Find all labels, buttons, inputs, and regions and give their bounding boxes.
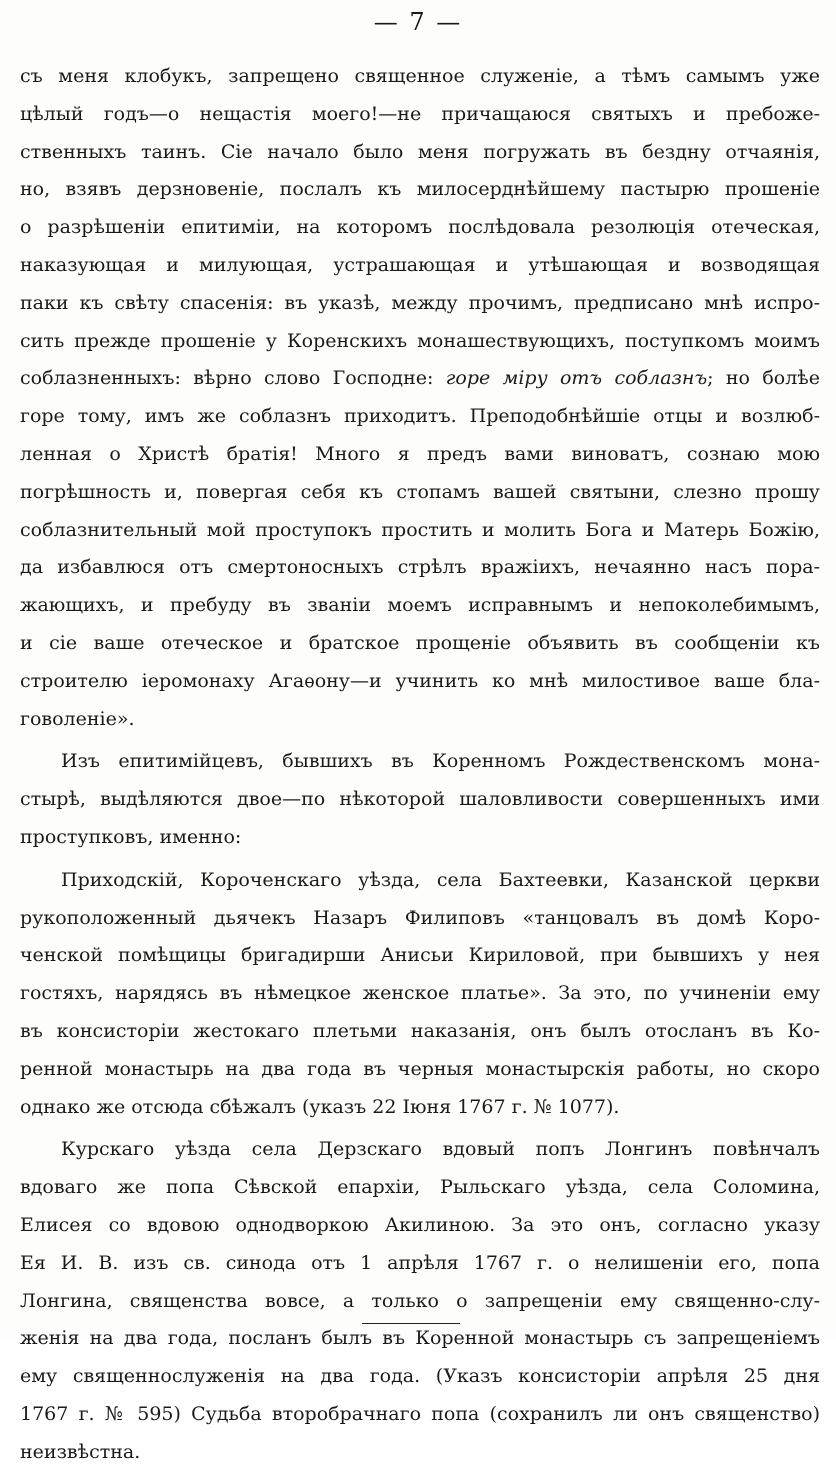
text-line: цѣлый годъ—о нещастія моего!—не причащаюся святыхъ и пребоже-	[20, 102, 820, 125]
line-segment: ; но болѣе	[707, 367, 820, 390]
text-line: наказующая и милующая, устрашающая и утѣшающая и возводящая	[20, 253, 820, 276]
italic-quote: горе міру отъ соблазнъ	[445, 367, 708, 390]
text-line: о разрѣшеніи епитиміи, на которомъ послѣдовала резолюція отеческая,	[20, 216, 820, 239]
text-line: соблазнительный мой проступокъ простить и молить Бога и Матерь Божію,	[20, 518, 820, 541]
text-line: стырѣ, выдѣляются двое—по нѣкоторой шаловливости совершенныхъ ими	[20, 788, 820, 811]
text-line: но, взявъ дерзновеніе, послалъ къ милосерднѣйшему пастырю прошеніе	[20, 178, 820, 201]
text-line: Приходскій, Короченскаго уѣзда, села Бахтеевки, Казанской церкви	[61, 868, 820, 891]
text-line: жающихъ, и пребуду въ званіи моемъ исправнымъ и непоколебимымъ,	[20, 594, 820, 617]
text-line: горе тому, имъ же соблазнъ приходитъ. Преподобнѣйшіе отцы и возлюб-	[20, 405, 820, 428]
paragraph-4	[20, 1131, 820, 1471]
text-line: вдоваго же попа Сѣвской епархіи, Рыльскаго уѣзда, села Соломина,	[20, 1176, 820, 1199]
text-line: женія на два года, посланъ былъ въ Коренной монастырь съ запрещеніемъ	[20, 1327, 820, 1350]
paragraph-1	[20, 58, 820, 738]
paragraph-2	[20, 743, 820, 856]
text-line: однако же отсюда сбѣжалъ (указъ 22 Іюня 1767 г. № 1077).	[20, 1095, 620, 1118]
text-line: Ея И. В. изъ св. синода отъ 1 апрѣля 1767 г. о нелишеніи его, попа	[20, 1251, 820, 1274]
section-end-rule	[362, 1323, 460, 1324]
text-line: Курскаго уѣзда села Дерзскаго вдовый попъ Лонгинъ повѣнчалъ	[61, 1138, 820, 1161]
text-line: ренной монастырь на два года въ черныя монастырскія работы, но скоро	[20, 1057, 820, 1080]
paragraph-3	[20, 862, 820, 1127]
text-line: съ меня клобукъ, запрещено священное служеніе, а тѣмъ самымъ уже	[20, 65, 820, 87]
text-line: гостяхъ, нарядясь въ нѣмецкое женское платье». За это, по учиненіи ему	[20, 982, 820, 1005]
text-line: рукоположенный дьячекъ Назаръ Филиповъ «танцовалъ въ домѣ Коро-	[20, 906, 820, 929]
text-line: Лонгина, священства вовсе, а только о запрещеніи ему священно-слу-	[20, 1289, 820, 1312]
text-line: говоленіе».	[20, 707, 135, 730]
line-segment: соблазненныхъ: вѣрно слово Господне:	[20, 367, 446, 390]
text-body	[20, 58, 820, 1471]
text-line-with-quote	[20, 360, 820, 398]
text-line: сить прежде прошеніе у Коренскихъ монашествующихъ, поступкомъ моимъ	[20, 329, 820, 352]
text-line: паки къ свѣту спасенія: въ указѣ, между прочимъ, предписано мнѣ испро-	[20, 291, 820, 314]
text-line: погрѣшность и, повергая себя къ стопамъ вашей святыни, слезно прошу	[20, 480, 820, 503]
text-line: ственныхъ таинъ. Сіе начало было меня погружать въ бездну отчаянія,	[20, 140, 820, 163]
text-line: ченской помѣщицы бригадирши Анисьи Кириловой, при бывшихъ у нея	[20, 944, 820, 967]
page-number: — 7 —	[373, 8, 463, 36]
text-line: ленная о Христѣ братія! Много я предъ вами виноватъ, сознаю мою	[20, 442, 820, 465]
text-line: Елисея со вдовою однодворкою Акилиною. За это онъ, согласно указу	[20, 1213, 820, 1236]
text-line: ему священнослуженія на два года. (Указъ консисторіи апрѣля 25 дня	[20, 1365, 820, 1388]
text-line: неизвѣстна.	[20, 1440, 141, 1463]
text-line: 1767 г. № 595) Судьба второбрачнаго попа (сохранилъ ли онъ священство)	[20, 1402, 820, 1425]
text-line: въ консисторіи жестокаго плетьми наказанія, онъ былъ отосланъ въ Ко-	[20, 1019, 820, 1042]
text-line: Изъ епитимійцевъ, бывшихъ въ Коренномъ Рождественскомъ мона-	[61, 750, 820, 773]
text-line: строителю іеромонаху Агаѳону—и учинить ко мнѣ милостивое ваше бла-	[20, 669, 820, 692]
text-line: да избавлюся отъ смертоносныхъ стрѣлъ вражіихъ, нечаянно насъ пора-	[20, 556, 820, 579]
text-line: и сіе ваше отеческое и братское прощеніе объявить въ сообщеніи къ	[20, 631, 820, 654]
text-line: проступковъ, именно:	[20, 825, 242, 848]
